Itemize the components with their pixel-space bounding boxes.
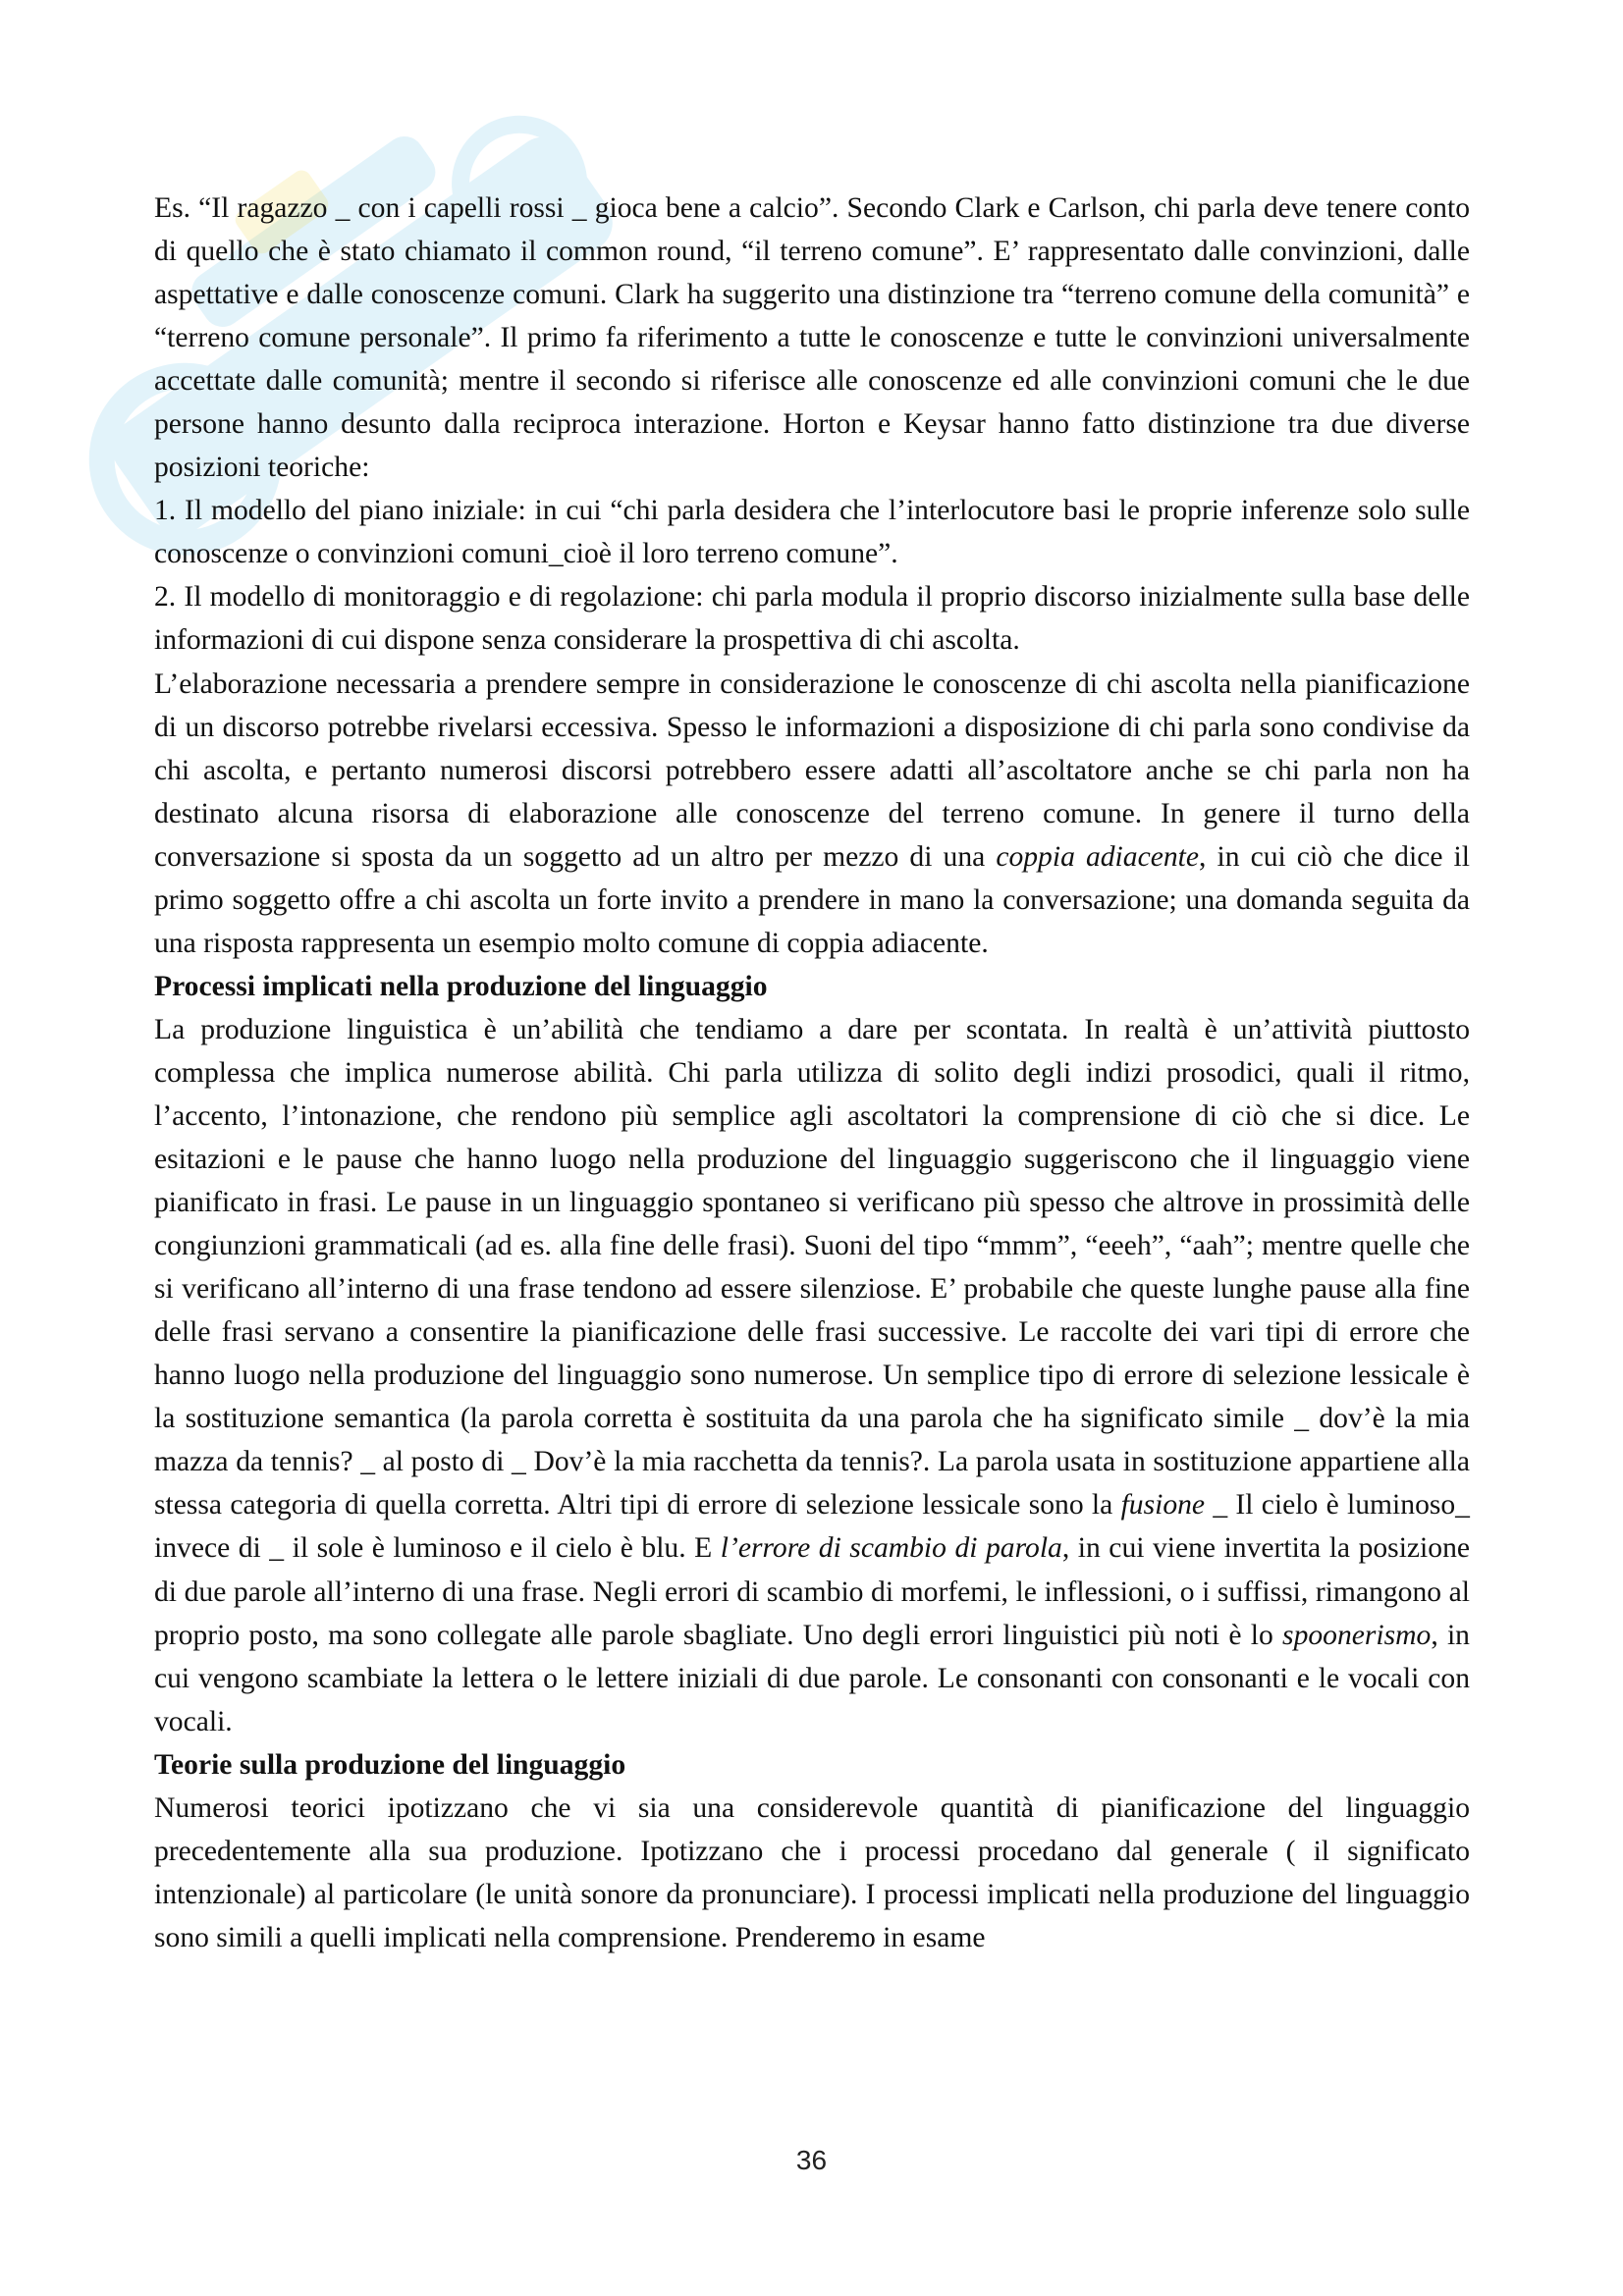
paragraph: Es. “Il ragazzo _ con i capelli rossi _ gioca bene a calcio”. Secondo Clark e Carlson, chi parla deve tenere conto di quello che è stato chiamato il common round, “il terreno comune”. E’ rappresentato dalle convinzioni, dalle aspettative e dalle conoscenze comuni. Clark ha suggerito una distinzione tra “terreno comune della comunità” e “terreno comune personale”. Il primo fa riferimento a tutte le conoscenze e tutte le convinzioni universalmente accettate dalle comunità; mentre il secondo si riferisce alle conoscenze ed alle convinzioni comuni che le due persone hanno desunto dalla reciproca interazione. Horton e Keysar hanno fatto distinzione tra due diverse posizioni teoriche:: [154, 192, 1470, 484]
paragraph: Numerosi teorici ipotizzano che vi sia una considerevole quantità di pianificazione del linguaggio precedentemente alla sua produzione. Ipotizzano che i processi procedano dal generale ( il significato intenzionale) al particolare (le unità sonore da pronunciare). I processi implicati nella produzione del linguaggio sono simili a quelli implicati nella comprensione. Prenderemo in esame: [154, 1791, 1470, 1953]
page-number: 36: [795, 2145, 828, 2175]
emphasis: l’errore di scambio di parola: [720, 1532, 1062, 1565]
paragraph: L’elaborazione necessaria a prendere sempre in considerazione le conoscenze di chi ascolta nella pianificazione di un discorso potrebbe rivelarsi eccessiva. Spesso le informazioni a disposizione di chi parla sono condivise da chi ascolta, e pertanto numerosi discorsi potrebbero essere adatti all’ascoltatore anche se chi parla non ha destinato alcuna risorsa di elaborazione alle conoscenze del terreno comune. In genere il turno della conversazione si sposta da un soggetto ad un altro per mezzo di una coppia adiacente, in cui ciò che dice il primo soggetto offre a chi ascolta un forte invito a prendere in mano la conversazione; una domanda seguita da una risposta rappresenta un esempio molto comune di coppia adiacente.: [154, 667, 1470, 959]
paragraph: La produzione linguistica è un’abilità che tendiamo a dare per scontata. In realtà è un’attività piuttosto complessa che implica numerose abilità. Chi parla utilizza di solito degli indizi prosodici, quali il ritmo, l’accento, l’intonazione, che rendono più semplice agli ascoltatori la comprensione di ciò che si dice. Le esitazioni e le pause che hanno luogo nella produzione del linguaggio suggeriscono che il linguaggio viene pianificato in frasi. Le pause in un linguaggio spontaneo si verificano più spesso che altrove in prossimità delle congiunzioni grammaticali (ad es. alla fine delle frasi). Suoni del tipo “mmm”, “eeeh”, “aah”; mentre quelle che si verificano all’interno di una frase tendono ad essere silenziose. E’ probabile che queste lunghe pause alla fine delle frasi servano a consentire la pianificazione delle frasi successive. Le raccolte dei vari tipi di errore che hanno luogo nella produzione del linguaggio sono numerose. Un semplice tipo di errore di selezione lessicale è la sostituzione semantica (la parola corretta è sostituita da una parola che ha significato simile _ dov’è la mia mazza da tennis? _ al posto di _ Dov’è la mia racchetta da tennis?. La parola usata in sostituzione appartiene alla stessa categoria di quella corretta. Altri tipi di errore di selezione lessicale sono la fusione _ Il cielo è luminoso_ invece di _ il sole è luminoso e il cielo è blu. E l’errore di scambio di parola, in cui viene invertita la posizione di due parole all’interno di una frase. Negli errori di scambio di morfemi, le inflessioni, o i suffissi, rimangono al proprio posto, ma sono collegate alle parole sbagliate. Uno degli errori linguistici più noti è lo spoonerismo, in cui vengono scambiate la lettera o le lettere iniziali di due parole. Le consonanti con consonanti e le vocali con vocali.: [154, 1013, 1471, 1737]
list-item-1: 1. Il modello del piano iniziale: in cui “chi parla desidera che l’interlocutore basi le proprie inferenze solo sulle conoscenze o convinzioni comuni_cioè il loro terreno comune”.: [154, 495, 1470, 570]
emphasis: fusione: [1120, 1489, 1206, 1522]
section-heading: Teorie sulla produzione del linguaggio: [154, 1748, 626, 1781]
emphasis: coppia adiacente: [996, 840, 1199, 873]
body-text: [154, 187, 1470, 1959]
section-heading: Processi implicati nella produzione del linguaggio: [154, 970, 768, 1002]
emphasis: spoonerismo: [1282, 1619, 1432, 1651]
list-item-2: 2. Il modello di monitoraggio e di regolazione: chi parla modula il proprio discorso inizialmente sulla base delle informazioni di cui dispone senza considerare la prospettiva di chi ascolta.: [154, 581, 1470, 657]
